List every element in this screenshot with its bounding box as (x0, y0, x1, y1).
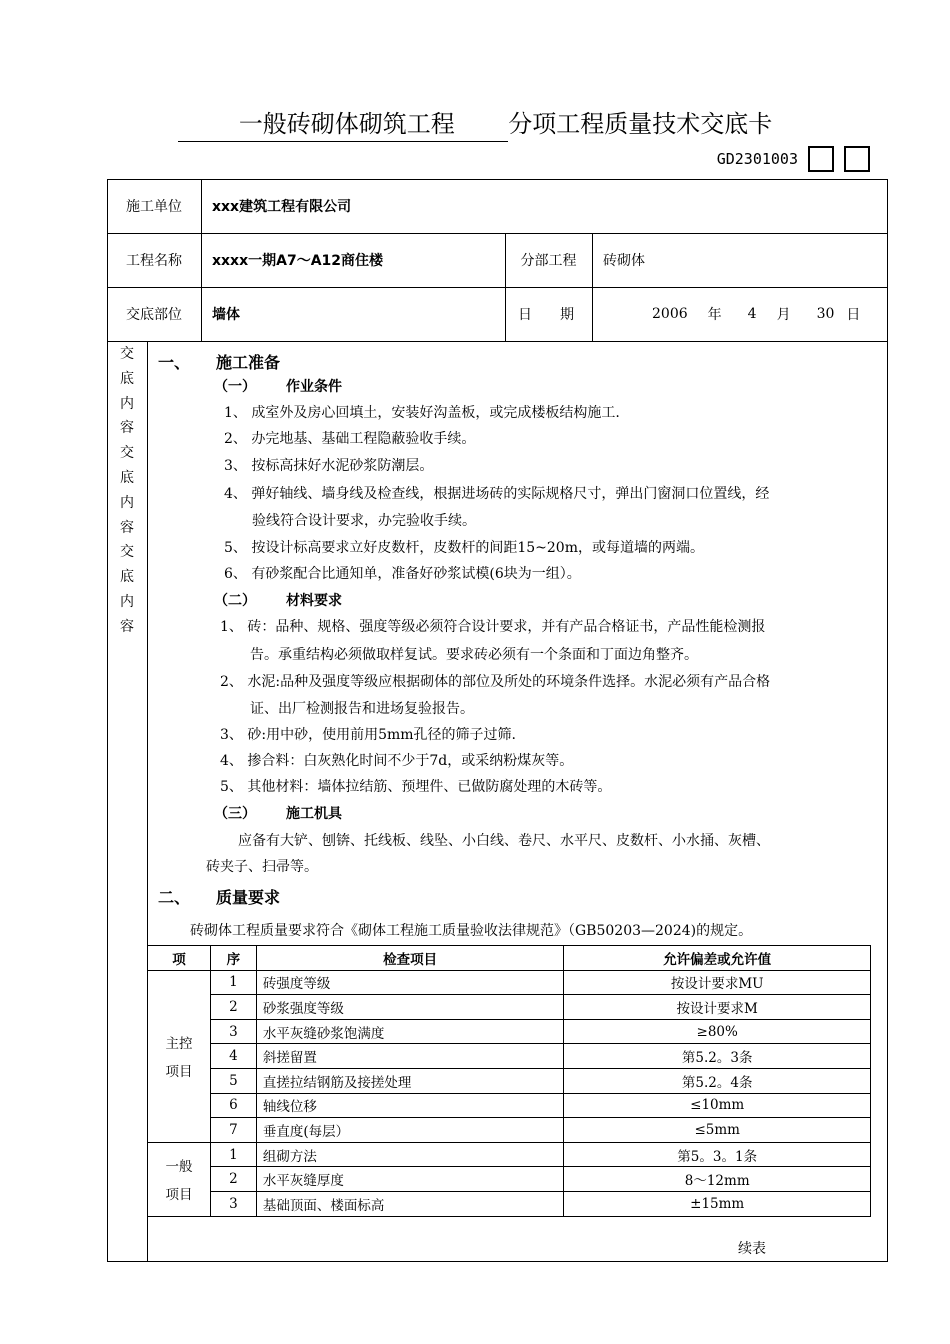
section1-heading (158, 350, 280, 376)
table-row (148, 1068, 871, 1093)
row-check: 组砌方法 (256, 1142, 564, 1167)
row-check: 轴线位移 (256, 1093, 564, 1118)
sub3-num: （三） (214, 806, 256, 822)
unit-label: 施工单位 (126, 199, 182, 215)
col-divider (592, 233, 593, 341)
checkbox-square-1 (808, 146, 834, 172)
location-value: 墙体 (212, 307, 240, 323)
checkbox-square-2 (844, 146, 870, 172)
side-char: 内 (120, 593, 134, 610)
table-row (148, 1044, 871, 1069)
side-char: 容 (120, 618, 134, 635)
prep-item-3: 3、 按标高抹好水泥砂浆防潮层。 (224, 458, 434, 474)
side-char: 内 (120, 494, 134, 511)
quality-table (147, 945, 871, 1217)
sub2-heading (214, 588, 342, 614)
table-row (148, 1118, 871, 1143)
sub2-title: 材料要求 (286, 593, 342, 609)
title-rest: 分项工程质量技术交底卡 (508, 110, 773, 138)
date-day: 30 (816, 306, 835, 322)
row-seq: 5 (210, 1068, 256, 1093)
side-char: 内 (120, 395, 134, 412)
row-seq: 3 (210, 1019, 256, 1044)
row-tolerance: ≤5mm (564, 1118, 871, 1143)
row-tolerance: ≤10mm (564, 1093, 871, 1118)
row-tolerance: ±15mm (564, 1191, 871, 1216)
row-tolerance: ≥80% (564, 1019, 871, 1044)
row-check: 垂直度(每层） (256, 1118, 564, 1143)
project-label: 工程名称 (126, 253, 182, 269)
header-item: 项 (148, 946, 211, 971)
row-check: 砖强度等级 (256, 970, 564, 995)
project-value: xxxx一期A7～A12商住楼 (212, 253, 384, 269)
material-item-4: 4、 掺合料：白灰熟化时间不少于7d，或采纳粉煤灰等。 (220, 753, 574, 769)
row-tolerance: 第5.2。4条 (564, 1068, 871, 1093)
side-char: 容 (120, 420, 134, 437)
row-seq: 6 (210, 1093, 256, 1118)
material-item-3: 3、 砂:用中砂，使用前用5mm孔径的筛子过筛. (220, 727, 516, 743)
sub3-heading (214, 801, 342, 827)
row-check: 砂浆强度等级 (256, 995, 564, 1020)
tools-line-1: 应备有大铲、刨锛、托线板、线坠、小白线、卷尺、水平尺、皮数杆、小水捅、灰槽、 (238, 833, 770, 849)
row-divider (107, 341, 888, 342)
part-label: 分部工程 (520, 253, 577, 269)
material-item-2: 2、 水泥:品种及强度等级应根据砌体的部位及所处的环境条件选择。水泥必须有产品合格 (220, 674, 771, 690)
tools-line-2: 砖夹子、扫帚等。 (206, 859, 318, 875)
group-general (148, 1142, 211, 1216)
prep-item-6: 6、 有砂浆配合比通知单，准备好砂浆试模(6块为一组）。 (224, 566, 581, 582)
date-day-unit: 日 (846, 307, 861, 323)
sub1-title: 作业条件 (286, 379, 342, 395)
side-char: 容 (120, 519, 134, 536)
side-char: 交 (120, 346, 134, 362)
side-char: 底 (120, 370, 134, 387)
section2-title: 质量要求 (216, 888, 281, 907)
date-year-unit: 年 (707, 307, 722, 323)
table-row (148, 970, 871, 995)
side-char: 交 (120, 445, 134, 462)
table-row (148, 1142, 871, 1167)
row-check: 水平灰缝砂浆饱满度 (256, 1019, 564, 1044)
section2-num: 二、 (158, 888, 191, 907)
table-row (148, 995, 871, 1020)
section1-num: 一、 (158, 353, 191, 372)
date-month: 4 (747, 306, 757, 322)
row-check: 斜搓留置 (256, 1044, 564, 1069)
table-row (148, 1019, 871, 1044)
sub1-heading (214, 374, 342, 400)
group-general-line2: 项目 (165, 1187, 193, 1204)
row-tolerance: 第5。3。1条 (564, 1142, 871, 1167)
material-item-1: 1、 砖：品种、规格、强度等级必须符合设计要求，并有产品合格证书，产品性能检测报 (220, 619, 766, 635)
prep-item-4: 4、 弹好轴线、墙身线及检查线，根据进场砖的实际规格尺寸，弹出门窗洞口位置线，经 (224, 486, 770, 502)
col-divider (201, 179, 202, 341)
row-tolerance: 按设计要求M (564, 995, 871, 1020)
header-check: 检查项目 (256, 946, 564, 971)
unit-value: xxx建筑工程有限公司 (212, 199, 352, 215)
row-seq: 1 (210, 970, 256, 995)
table-header-row (148, 946, 871, 971)
table-row (148, 1093, 871, 1118)
row-tolerance: 按设计要求MU (564, 970, 871, 995)
material-item-5: 5、 其他材料：墙体拉结筋、预埋件、已做防腐处理的木砖等。 (220, 779, 612, 795)
row-tolerance: 第5.2。3条 (564, 1044, 871, 1069)
date-label: 日 期 (518, 307, 574, 323)
row-seq: 1 (210, 1142, 256, 1167)
table-row (148, 1191, 871, 1216)
date-year: 2006 (652, 306, 688, 322)
code-text: GD2301003 (716, 150, 798, 168)
title-underlined: 一般砖砌体砌筑工程 (178, 104, 508, 142)
group-main-line1: 主控 (165, 1036, 193, 1053)
row-seq: 2 (210, 1167, 256, 1192)
sub2-num: （二） (214, 593, 256, 609)
row-seq: 4 (210, 1044, 256, 1069)
section2-heading (158, 885, 280, 911)
material-item-2-cont: 证、出厂检测报告和进场复验报告。 (250, 701, 474, 717)
group-main-control (148, 970, 211, 1142)
table-row (148, 1167, 871, 1192)
sub1-num: （一） (214, 379, 256, 395)
header-tolerance: 允许偏差或允许值 (564, 946, 871, 971)
side-label (107, 342, 147, 640)
row-seq: 7 (210, 1118, 256, 1143)
group-main-line2: 项目 (165, 1064, 193, 1081)
date-value (652, 287, 860, 341)
row-tolerance: 8～12mm (564, 1167, 871, 1192)
side-char: 底 (120, 469, 134, 486)
group-general-line1: 一般 (165, 1159, 193, 1176)
material-item-1-cont: 告。承重结构必须做取样复试。要求砖必须有一个条面和丁面边角整齐。 (250, 647, 698, 663)
header-seq: 序 (210, 946, 256, 971)
location-label: 交底部位 (126, 307, 182, 323)
document-title (0, 104, 950, 142)
side-char: 交 (120, 544, 134, 561)
continued-label: 续表 (738, 1241, 766, 1257)
prep-item-5: 5、 按设计标高要求立好皮数杆，皮数杆的间距15~20m，或每道墙的两端。 (224, 540, 704, 556)
part-value: 砖砌体 (603, 253, 645, 269)
sub3-title: 施工机具 (286, 806, 342, 822)
prep-item-4-cont: 验线符合设计要求，办完验收手续。 (252, 513, 476, 529)
document-code (717, 146, 870, 172)
row-check: 水平灰缝厚度 (256, 1167, 564, 1192)
section2-intro: 砖砌体工程质量要求符合《砌体工程施工质量验收法律规范》（GB50203—2024)的规定。 (190, 923, 753, 939)
side-char: 底 (120, 569, 134, 586)
row-check: 基础顶面、楼面标高 (256, 1191, 564, 1216)
date-month-unit: 月 (776, 307, 791, 323)
row-seq: 3 (210, 1191, 256, 1216)
section1-title: 施工准备 (216, 353, 281, 372)
prep-item-1: 1、 成室外及房心回填土，安装好沟盖板，或完成楼板结构施工. (224, 405, 620, 421)
prep-item-2: 2、 办完地基、基础工程隐蔽验收手续。 (224, 431, 476, 447)
row-seq: 2 (210, 995, 256, 1020)
row-check: 直搓拉结钢筋及接搓处理 (256, 1068, 564, 1093)
